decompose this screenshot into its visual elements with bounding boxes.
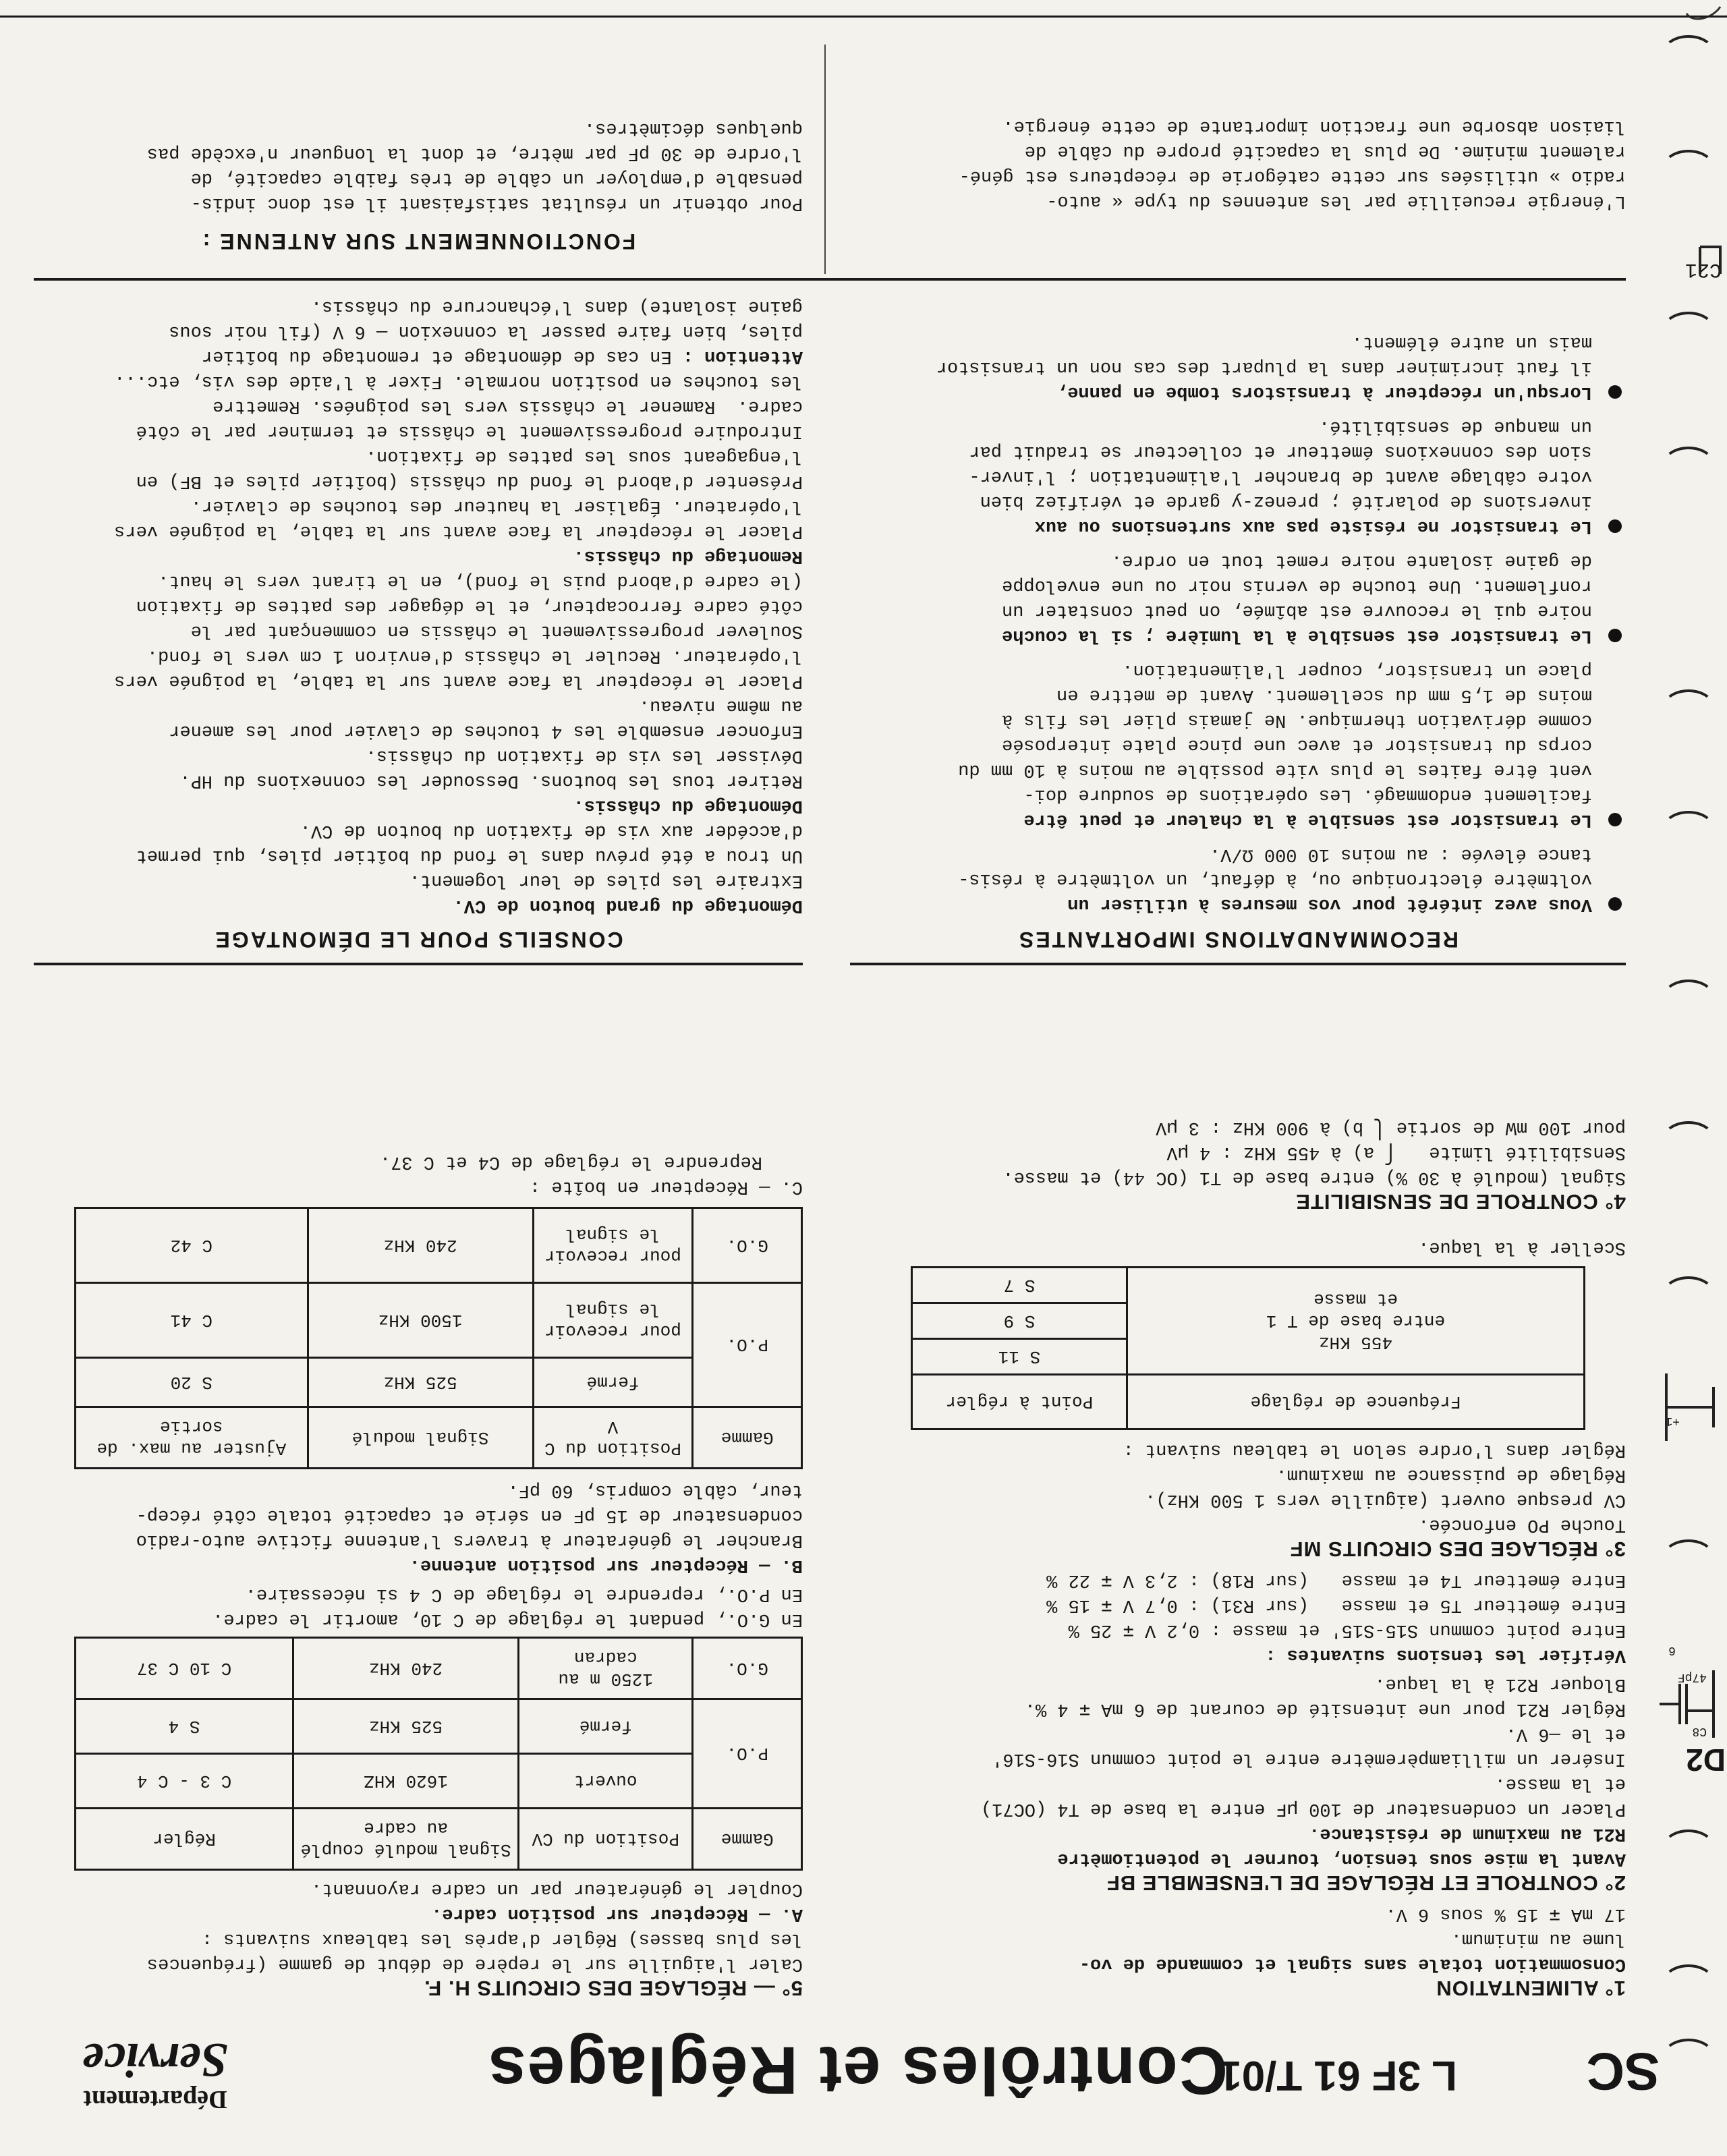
remont-6: cadre. Ramener le châssis vers les poignées. Remettre bbox=[213, 396, 803, 416]
reco-5-line2: il faut incriminer dans la plupart des cas non un transistor bbox=[936, 357, 1592, 377]
mf-seal: Sceller à la laque. bbox=[1418, 1237, 1626, 1257]
attention-title: Attention : bbox=[682, 346, 803, 366]
t1-r1-c3: C 3 - C 4 bbox=[76, 1754, 293, 1809]
hf-a-line1: Coupler le générateur par un cadre rayonnant. bbox=[310, 1879, 803, 1899]
reco-item-3 bbox=[850, 548, 1626, 648]
bf-bold2: R21 au maximum de résistance. bbox=[1309, 1823, 1626, 1844]
antenne-line2: pensable d'employer un câble de très faible capacité, de bbox=[190, 168, 803, 188]
antenne-left-line2: radio » utilisées sur cette catégorie de récepteurs est géné- bbox=[959, 166, 1626, 186]
remont-title: Remontage du châssis. bbox=[573, 546, 803, 566]
reco-title: RECOMMANDATIONS IMPORTANTES bbox=[1017, 928, 1459, 952]
reco-2-line3: vent être faites le plus vite possible au moins à 10 mm du bbox=[958, 760, 1592, 780]
bf-line3: Placer un condensateur de 100 µF entre la base de T4 (OC71) bbox=[981, 1798, 1626, 1819]
t2-r3-c1: pour recevoir le signal bbox=[533, 1208, 693, 1283]
hf-line1: Caler l'aiguille sur le repère de début de gamme (fréquences bbox=[146, 1954, 803, 1974]
capacitor-label: C8 bbox=[1692, 1724, 1707, 1738]
reco-1-line2: voltmètre électronique ou, à défaut, un voltmètre à résis- bbox=[958, 869, 1592, 889]
hf-a-note1: En G.O., pendant le réglage de C 10, amortir le cadre. bbox=[213, 1609, 803, 1629]
antenne-line1: Pour obtenir un résultat satisfaisant il est donc indis- bbox=[190, 193, 803, 213]
bf-voltage1: Entre point commun S15-S15' et masse : 0,2 V ∓ 25 % bbox=[1068, 1620, 1626, 1640]
antenne-left-line4: liaison absorbe une fraction importante de cette énergie. bbox=[1002, 116, 1626, 136]
c21-label: C21 bbox=[1684, 258, 1722, 281]
reco-5-line1: Lorsqu'un récepteur à transistors tombe en panne, bbox=[1056, 382, 1592, 402]
capacitor-value: 47pF bbox=[1677, 1670, 1707, 1684]
d2-label: D2 bbox=[1686, 1742, 1726, 1778]
t1-r1-c2: 1620 KHZ bbox=[293, 1754, 519, 1809]
t2-r2-c2: 1500 KHz bbox=[308, 1283, 533, 1358]
t1-r3-c1: 1250 m au cadran bbox=[518, 1638, 692, 1699]
remont-3: Présenter d'abord le fond du châssis (boîtier piles et BF) en bbox=[136, 471, 803, 491]
demont-ch-5: Placer le récepteur la face avant sur la table, la poignée vers bbox=[114, 671, 803, 691]
demont-ch-7: Soulever progressivement le châssis en commençant par le bbox=[190, 621, 803, 641]
hf-table-antenne bbox=[74, 1207, 803, 1469]
remont-2: l'opérateur. Égaliser la hauteur des touches de clavier. bbox=[190, 496, 803, 516]
reco-3-line3: ronflement. Une touche de vernis noir ou une enveloppe bbox=[1002, 575, 1592, 596]
mf-line3: Réglage de puissance au maximum. bbox=[1276, 1465, 1626, 1485]
reco-5-line3: mais un autre élément. bbox=[1351, 332, 1592, 352]
mf-title: 3° RÉGLAGE DES CIRCUITS MF bbox=[1289, 1537, 1626, 1561]
left-rule-upper bbox=[850, 963, 1626, 965]
t1-go: G.O. bbox=[693, 1638, 802, 1699]
bf-verif: Vérifier les tensions suivantes : bbox=[1265, 1645, 1626, 1665]
hf-c-title: C. — Récepteur en boîte : bbox=[529, 1176, 803, 1197]
t2-h-ajuster: Ajuster au max. de sortie bbox=[76, 1407, 308, 1469]
demont-ch-4: au même niveau. bbox=[638, 696, 803, 716]
reco-4-line2: inversions de polarité ; prenez-y garde et vérifiez bien bbox=[980, 491, 1592, 511]
mf-freq-l2: entre base de T 1 bbox=[1266, 1311, 1446, 1331]
bottom-rule bbox=[0, 16, 1727, 18]
mf-freq-l3: et masse bbox=[1313, 1289, 1398, 1309]
right-rule-upper bbox=[34, 963, 803, 965]
full-rule-antenne bbox=[34, 278, 1626, 281]
sens-line2: Sensibilité limite ⎧ a) à 455 KHz : 4 µV bbox=[1166, 1142, 1626, 1162]
margin-strip bbox=[1653, 0, 1727, 2156]
t1-r2-c3: S 4 bbox=[76, 1699, 293, 1754]
attention-line3: gaine isolante) dans l'échancrure du châssis. bbox=[310, 296, 803, 316]
remont-7: les touches en position normale. Fixer à l'aide des vis, etc... bbox=[114, 371, 803, 391]
t1-h-signal: Signal modulé couplé au cadre bbox=[293, 1809, 519, 1870]
reco-2-line7: place un transistor, couper l'alimentation. bbox=[1122, 660, 1592, 680]
reco-item-2 bbox=[850, 657, 1626, 832]
hf-title: 5° — RÉGLAGE DES CIRCUITS H. F. bbox=[424, 1977, 803, 2000]
hf-a-title: A. — Récepteur sur position cadre. bbox=[431, 1904, 803, 1924]
reco-3-line1: Le transistor est sensible à la lumière ; si la couche bbox=[1002, 625, 1592, 646]
mf-line4: Régler dans l'ordre selon le tableau suivant : bbox=[1123, 1440, 1626, 1460]
hf-table-cadre bbox=[74, 1637, 803, 1871]
hf-b-line2: condensateur de 15 pF en série et capacité totale côté récep- bbox=[136, 1505, 803, 1525]
reco-4-line4: sion des connexions émetteur et collecteur se traduit par bbox=[969, 441, 1592, 461]
sens-title: 4° CONTROLE DE SENSIBILITE bbox=[1295, 1190, 1626, 1214]
reco-4-line1: Le transistor ne résiste pas aux surtensions ou aux bbox=[1034, 516, 1592, 536]
bf-voltage2: Entre émetteur T5 et masse (sur R31) : 0,7 V ∓ 15 % bbox=[1046, 1595, 1626, 1615]
hf-b-line1: Brancher le générateur à travers l'antenne fictive auto-radio bbox=[136, 1530, 803, 1550]
reco-4-line5: un manque de sensibilité. bbox=[1318, 416, 1592, 436]
remont-4: l'engageant sous les pattes de fixation. bbox=[365, 446, 803, 466]
right-column bbox=[34, 1149, 803, 2001]
reco-3-line2: noire qui le recouvre est abîmée, on peut constater un bbox=[1002, 600, 1592, 621]
t2-h-signal: Signal modulé bbox=[308, 1407, 533, 1469]
sens-line3: pour 100 mW de sortie ⎩ b) à 900 KHz : 3 µV bbox=[1156, 1117, 1626, 1137]
t1-po: P.O. bbox=[693, 1699, 802, 1809]
t1-r2-c1: fermé bbox=[518, 1699, 692, 1754]
demont-title: CONSEILS POUR LE DÉMONTAGE bbox=[213, 928, 623, 952]
mf-point-1: S 11 bbox=[912, 1339, 1127, 1375]
reco-2-line5: comme dérivation thermique. Ne jamais plier les fils à bbox=[1002, 710, 1592, 730]
bf-line5: Insérer un milliampèremètre entre le point commun S16-S16' bbox=[992, 1749, 1626, 1769]
demont-cv-1: Extraire les piles de leur logement. bbox=[409, 870, 803, 890]
antenne-left-line1: L'énergie recueillie par les antennes du type « auto- bbox=[1046, 191, 1626, 211]
reco-2-line6: moins de 1,5 mm du scellement. Avant de mettre en bbox=[1056, 685, 1592, 705]
department-line1: Département bbox=[83, 2085, 227, 2114]
mf-freq-cell bbox=[1127, 1268, 1585, 1375]
attention-text1: En cas de démontage et remontage du boîtier bbox=[201, 346, 683, 366]
reco-2-line4: corps du transistor et avec une pince plate interposée bbox=[1002, 735, 1592, 755]
reco-bullet-1 bbox=[1608, 897, 1622, 911]
t2-go: G.O. bbox=[693, 1208, 802, 1283]
t2-r1-c2: 525 KHz bbox=[308, 1358, 533, 1407]
mf-freq-l1: 455 KHz bbox=[1318, 1332, 1393, 1353]
antenne-right-column bbox=[34, 115, 803, 254]
hf-c-line1: Reprendre le réglage de C4 et C 37. bbox=[379, 1152, 762, 1172]
t2-r2-c1: pour recevoir le signal bbox=[533, 1283, 693, 1358]
mf-header-point: Point à régler bbox=[912, 1375, 1127, 1429]
demont-ch-title: Démontage du châssis. bbox=[573, 795, 803, 816]
t2-h-position: Position du C V bbox=[533, 1407, 693, 1469]
antenne-left-line3: ralement minime. De plus la capacité propre du câble de bbox=[1024, 141, 1626, 161]
department-label bbox=[67, 2033, 243, 2114]
antenne-line4: quelques décimètres. bbox=[584, 118, 803, 138]
demont-ch-3: Enfoncer ensemble les 4 touches de clavier pour les amener bbox=[169, 720, 803, 741]
bf-bold1: Avant la mise sous tension, tourner le potentiomètre bbox=[1057, 1848, 1626, 1869]
demont-cv-2: Un trou a été prévu dans le fond du boîtier piles, qui permet bbox=[136, 845, 803, 866]
antenne-title: FONCTIONNEMENT SUR ANTENNE : bbox=[200, 229, 636, 254]
mf-table bbox=[911, 1266, 1585, 1430]
left-lower-column bbox=[850, 329, 1626, 952]
reco-item-1 bbox=[850, 841, 1626, 916]
reco-4-line3: votre câblage avant de brancher l'alimentation ; l'inver- bbox=[969, 466, 1592, 486]
alim-line2: lume au minimum. bbox=[1450, 1929, 1626, 1949]
bf-line4: et la masse. bbox=[1494, 1774, 1626, 1794]
bf-voltage3: Entre émetteur T4 et masse (sur R18) : 2,3 V ∓ 22 % bbox=[1046, 1570, 1626, 1590]
section-code: SC bbox=[1586, 2042, 1660, 2101]
hf-line2: les plus basses) Régler d'après les tableaux suivants : bbox=[201, 1929, 803, 1949]
t1-h-regler: Régler bbox=[76, 1809, 293, 1870]
attention-line2: piles, bien faire passer la connexion — 6 V (fil noir sous bbox=[169, 321, 803, 341]
bf-line8: Bloquer R21 à la laque. bbox=[1374, 1674, 1626, 1694]
remont-5: Introduire progressivement le châssis et terminer par le côté bbox=[136, 421, 803, 441]
t1-h-position: Position du CV bbox=[518, 1809, 692, 1870]
mf-header-freq: Fréquence de réglage bbox=[1127, 1375, 1585, 1429]
reco-2-line1: Le transistor est sensible à la chaleur et peut être bbox=[1023, 810, 1592, 830]
reco-bullet-5 bbox=[1608, 385, 1622, 399]
demont-ch-1: Retirer tous les boutons. Dessouder les connexions du HP. bbox=[179, 770, 803, 791]
t2-po: P.O. bbox=[693, 1283, 802, 1407]
t2-r3-c3: C 42 bbox=[76, 1208, 308, 1283]
t1-h-gamme: Gamme bbox=[693, 1809, 802, 1870]
alim-title: 1° ALIMENTATION bbox=[1436, 1977, 1626, 2000]
model-number: L 3F 61 T/01 bbox=[1218, 2052, 1457, 2099]
sens-line1: Signal (modulé à 30 %) entre base de T1 (OC 44) et masse. bbox=[1002, 1167, 1626, 1187]
demont-ch-8: côté cadre ferrocapteur, et le dégager des pattes de fixation bbox=[136, 596, 803, 616]
t2-r1-c3: S 20 bbox=[76, 1358, 308, 1407]
mf-line1: Touche PO enfoncée. bbox=[1418, 1514, 1626, 1535]
reco-1-line3: tance élevée : au moins 10 000 Ω/V. bbox=[1209, 844, 1592, 864]
page-title: Contrôles et Réglages bbox=[487, 2033, 1228, 2108]
attention-line1 bbox=[34, 343, 803, 368]
hf-b-line3: teur, câble compris, 60 pF. bbox=[507, 1480, 803, 1500]
bf-line6: et le —6 V. bbox=[1505, 1724, 1626, 1744]
reco-3-line4: de gaine isolante noire remet tout en ordre. bbox=[1111, 550, 1592, 571]
antenne-left-column bbox=[850, 113, 1626, 213]
alim-line1: Consommation totale sans signal et commande de vo- bbox=[1079, 1954, 1626, 1974]
column-divider bbox=[824, 45, 826, 274]
reco-bullet-2 bbox=[1608, 813, 1622, 826]
schematic-mark-6: 6 bbox=[1668, 1643, 1676, 1657]
reco-1-line1: Vous avez intérêt pour vos mesures à utiliser un bbox=[1067, 894, 1592, 914]
bf-title: 2° CONTROLE ET RÉGLAGE DE L'ENSEMBLE BF bbox=[1106, 1871, 1626, 1895]
t1-r3-c2: 240 KHz bbox=[293, 1638, 519, 1699]
hf-b-title: B. — Récepteur sur position antenne. bbox=[409, 1555, 803, 1575]
department-line2: Service bbox=[82, 2033, 228, 2087]
mf-point-2: S 9 bbox=[912, 1303, 1127, 1339]
reco-2-line2: facilement endommagé. Les opérations de soudure doi- bbox=[1023, 785, 1592, 805]
demont-cv-title: Démontage du grand bouton de CV. bbox=[453, 895, 803, 915]
demontage-column bbox=[34, 293, 803, 952]
demont-ch-6: l'opérateur. Reculer le châssis d'environ 1 cm vers le fond. bbox=[146, 646, 803, 666]
reco-bullet-4 bbox=[1608, 519, 1622, 533]
t1-r3-c3: C 10 C 37 bbox=[76, 1638, 293, 1699]
alim-line3: 17 mA ∓ 15 % sous 6 V. bbox=[1385, 1904, 1626, 1924]
t2-h-gamme: Gamme bbox=[693, 1407, 802, 1469]
reco-item-4 bbox=[850, 414, 1626, 538]
demont-ch-2: Dévisser les vis de fixation du châssis. bbox=[365, 745, 803, 766]
demont-ch-9: (le cadre d'abord puis le fond), en le tirant vers le haut. bbox=[158, 571, 803, 591]
t2-r1-c1: fermé bbox=[533, 1358, 693, 1407]
remont-1: Placer le récepteur la face avant sur la table, la poignée vers bbox=[114, 521, 803, 541]
bf-line7: Régler R21 pour une intensité de courant de 6 mA ∓ 4 %. bbox=[1024, 1699, 1626, 1719]
hf-a-note2: En P.O., reprendre le réglage de C 4 si nécessaire. bbox=[245, 1584, 803, 1604]
antenne-line3: l'ordre de 30 pF par mètre, et dont la longueur n'excède pas bbox=[146, 143, 803, 163]
t2-r3-c2: 240 KHz bbox=[308, 1208, 533, 1283]
t1-r2-c2: 525 KHz bbox=[293, 1699, 519, 1754]
t2-r2-c3: C 41 bbox=[76, 1283, 308, 1358]
left-column bbox=[850, 1114, 1626, 2001]
reco-bullet-3 bbox=[1608, 629, 1622, 642]
schematic-mark-small: +1 bbox=[1665, 1414, 1680, 1427]
mf-point-3: S 7 bbox=[912, 1268, 1127, 1303]
reco-item-5 bbox=[850, 329, 1626, 404]
mf-line2: CV presque ouvert (aiguille vers 1 500 KHz). bbox=[1145, 1490, 1626, 1510]
t1-r1-c1: ouvert bbox=[518, 1754, 692, 1809]
demont-cv-3: d'accéder aux vis de fixation du bouton de CV. bbox=[300, 820, 803, 841]
